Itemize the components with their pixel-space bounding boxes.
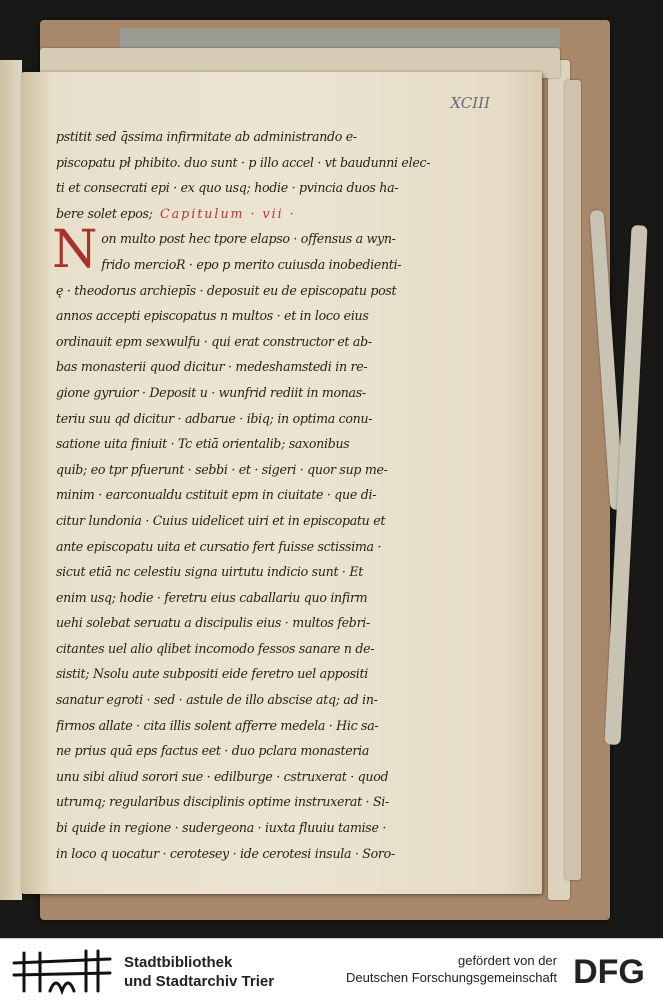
text-line-17: ante episcopatu uita et cursatio fert fuisse sctissima ·	[56, 538, 382, 554]
text-line-23: sanatur egroti · sed · astule de illo abscise atq; ad in-	[56, 692, 378, 708]
text-line-10: bas monasterii quod dicitur · medeshamstedi in re-	[56, 359, 368, 375]
text-line-1: pstitit sed q̄ssima infirmitate ab administrando e-	[56, 129, 357, 144]
chapter-rubric: Capitulum · vii ·	[160, 205, 296, 221]
institution-line-1: Stadtbibliothek	[124, 954, 233, 971]
text-line-20: uehi solebat seruatu a discipulis eius · multos febri-	[56, 615, 370, 631]
text-line-3: ti et consecrati epi · ex quo usq; hodie · pvincia duos ha-	[56, 180, 399, 196]
dfg-logo-icon[interactable]	[563, 951, 655, 989]
funder-line-1: gefördert von der	[457, 953, 557, 968]
decorated-initial: N	[52, 220, 98, 281]
text-line-24: firmos allate · cita illis solent afferre medela · Hic sa-	[56, 717, 379, 733]
text-line-6: frido mercioR · epo p merito cuiusda inobedienti-	[101, 256, 402, 272]
text-line-4-body: bere solet epos;	[56, 205, 153, 221]
text-line-27: utrumq; regularibus disciplinis optime instruxerat · Si-	[56, 794, 389, 810]
institution-line-2: und Stadtarchiv Trier	[124, 973, 275, 990]
text-line-16: citur lundonia · Cuius uidelicet uiri et in episcopatu et	[56, 512, 386, 528]
text-line-5: on multo post hec tpore elapso · offensus a wyn-	[101, 231, 396, 247]
institution-name	[124, 953, 274, 991]
text-line-15: minim · earconualdu cstituit epm in ciuitate · que di-	[56, 487, 377, 503]
text-line-13: satione uita finiuit · Tc etiā orientalib; saxonibus	[56, 436, 350, 452]
folio-number: XCIII	[450, 94, 490, 112]
stadtbibliothek-logo-icon[interactable]	[10, 945, 114, 995]
text-line-25: ne prius quā eps factus eet · duo pclara monasteria	[56, 743, 370, 759]
manuscript-page	[22, 72, 542, 894]
facing-page-edge	[0, 60, 22, 900]
text-line-11: gione gyruior · Deposit u · wunfrid rediit in monas-	[56, 384, 366, 400]
funder-line-2: Deutschen Forschungsgemeinschaft	[345, 970, 557, 985]
text-line-28: bi quide in regione · sudergeona · iuxta fluuiu tamise ·	[56, 820, 387, 836]
dfg-logo-text: DFG	[573, 953, 645, 989]
text-line-22: sistit; Nsolu aute subpositi eide feretro uel appositi	[56, 666, 368, 682]
text-line-7: ę · theodorus archiepīs · deposuit eu de episcopatu post	[56, 282, 397, 298]
text-line-12: teriu suu qd dicitur · adbarue · ibiq; in optima conu-	[56, 410, 373, 426]
text-line-18: sicut etiā nc celestiu signa uirtutu indicio sunt · Et	[56, 564, 363, 580]
text-line-4	[56, 201, 466, 227]
page-edges-back	[565, 80, 581, 880]
text-line-8: annos accepti episcopatus n multos · et in loco eius	[56, 308, 369, 324]
text-line-29: in loco q uocatur · cerotesey · ide cerotesi insula · Soro-	[56, 845, 395, 861]
text-line-19: enim usq; hodie · feretru eius caballariu quo infirm	[56, 589, 368, 605]
text-line-26: unu sibi aliud sorori sue · edilburge · cstruxerat · quod	[56, 768, 389, 784]
text-line-14: quib; eo tpr pfuerunt · sebbi · et · sigeri · quor sup me-	[56, 461, 388, 477]
text-line-2: piscopatu pł phibito. duo sunt · p illo accel · vt baudunni elec-	[56, 154, 431, 170]
footer-bar	[0, 938, 663, 1001]
funder-text	[346, 952, 557, 986]
text-line-21: citantes uel alio qlibet incomodo fessos sanare n de-	[56, 640, 375, 656]
text-column	[52, 124, 466, 866]
text-line-9: ordinauit epm sexwulfu · qui erat constructor et ab-	[56, 333, 372, 349]
